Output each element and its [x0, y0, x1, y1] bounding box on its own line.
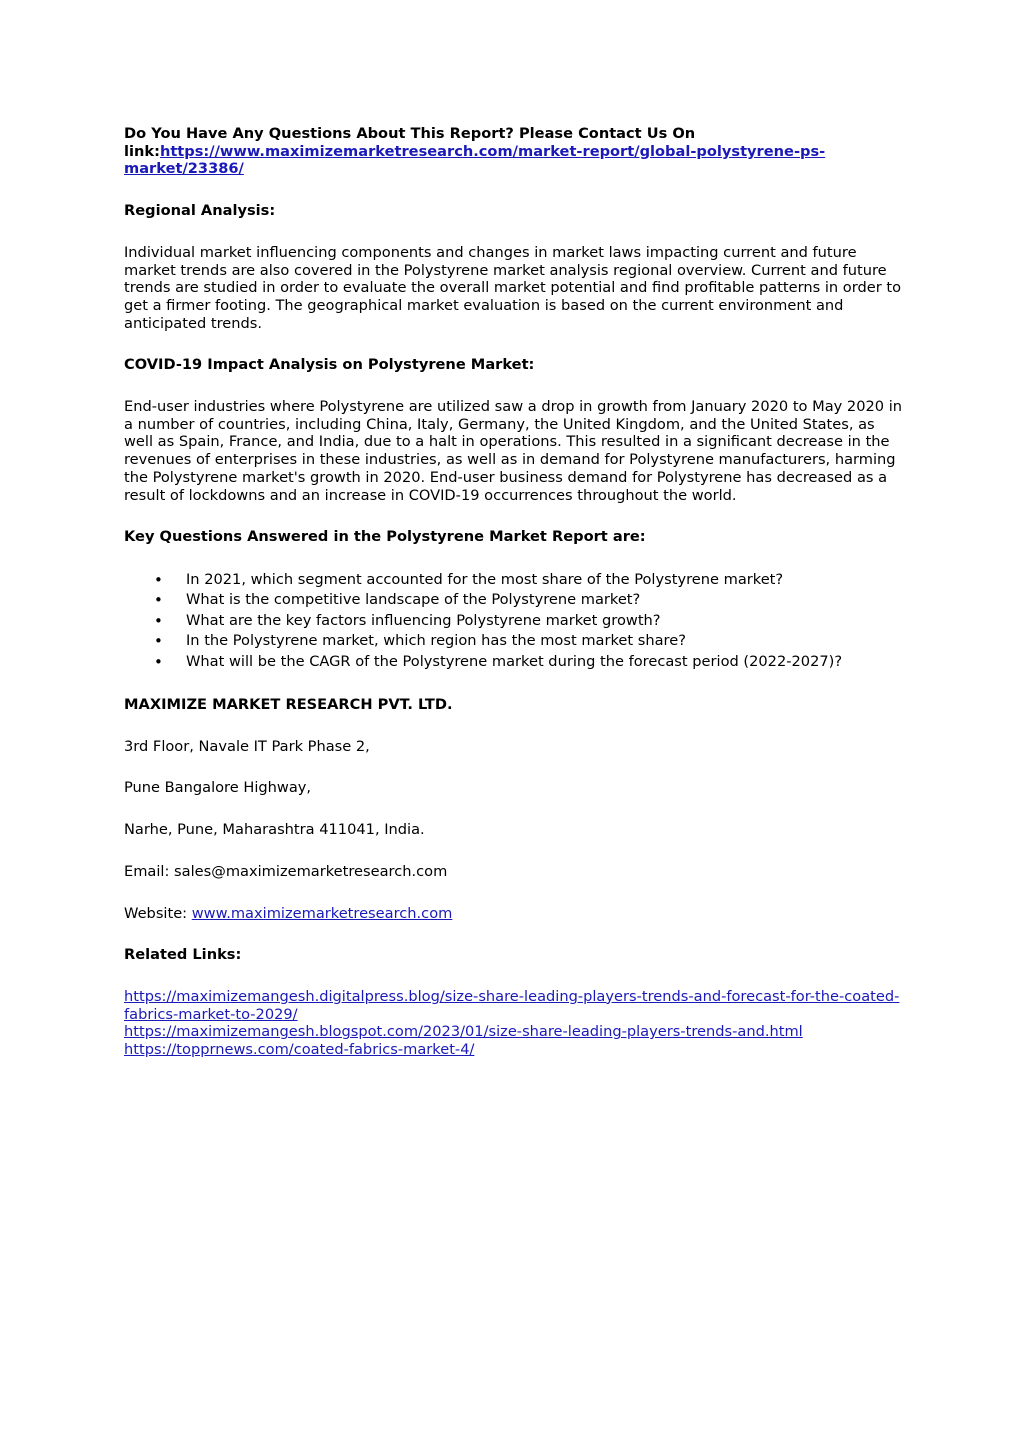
- address-line-2: Pune Bangalore Highway,: [124, 779, 312, 797]
- bullet-icon: •: [154, 591, 163, 610]
- contact-paragraph: [124, 125, 904, 178]
- regional-analysis-body: Individual market influencing components and changes in market laws impacting current and future market trends are also covered in the Polystyrene market analysis regional overview. Current and future trends are studied in order to evaluate the overall market potential and find profitable patterns in order to get a firmer footing. The geographical market evaluation is based on the current environment and anticipated trends.: [124, 243, 902, 332]
- website-label: Website:: [124, 904, 192, 922]
- list-item-text: In 2021, which segment accounted for the most share of the Polystyrene market?: [186, 570, 784, 588]
- website-link[interactable]: www.maximizemarketresearch.com: [191, 904, 453, 922]
- list-item: [124, 611, 904, 631]
- bullet-icon: •: [154, 652, 163, 671]
- regional-analysis-heading: Regional Analysis:: [124, 202, 276, 220]
- website-line: [124, 905, 904, 923]
- bullet-icon: •: [154, 611, 163, 630]
- list-item: [124, 570, 904, 590]
- key-questions-list: [124, 570, 904, 672]
- list-item: [124, 631, 904, 651]
- document-page: [124, 116, 904, 1059]
- email-line: Email: sales@maximizemarketresearch.com: [124, 862, 448, 880]
- list-item-text: What are the key factors influencing Polystyrene market growth?: [186, 611, 661, 629]
- related-links-heading: Related Links:: [124, 946, 242, 964]
- related-link-topprnews[interactable]: https://topprnews.com/coated-fabrics-market-4/: [124, 1041, 475, 1059]
- related-link-digitalpress[interactable]: https://maximizemangesh.digitalpress.blog/size-share-leading-players-trends-and-forecast-for-the-coated-fabrics-market-to-2029/: [124, 987, 900, 1023]
- report-link[interactable]: https://www.maximizemarketresearch.com/market-report/global-polystyrene-ps-market/23386/: [124, 142, 826, 178]
- list-item-text: What is the competitive landscape of the Polystyrene market?: [186, 591, 641, 609]
- bullet-icon: •: [154, 570, 163, 589]
- related-links-list: [124, 988, 904, 1059]
- contact-prefix: Do You Have Any Questions About This Report? Please Contact Us On link:: [124, 125, 696, 160]
- bullet-icon: •: [154, 632, 163, 651]
- address-line-3: Narhe, Pune, Maharashtra 411041, India.: [124, 821, 425, 839]
- list-item-text: What will be the CAGR of the Polystyrene market during the forecast period (2022-2027)?: [186, 652, 843, 670]
- address-line-1: 3rd Floor, Navale IT Park Phase 2,: [124, 737, 370, 755]
- list-item-text: In the Polystyrene market, which region has the most market share?: [186, 632, 686, 650]
- key-questions-heading: Key Questions Answered in the Polystyrene Market Report are:: [124, 528, 646, 546]
- covid-impact-heading: COVID-19 Impact Analysis on Polystyrene Market:: [124, 356, 535, 374]
- list-item: [124, 652, 904, 672]
- list-item: [124, 590, 904, 610]
- covid-impact-body: End-user industries where Polystyrene are utilized saw a drop in growth from January 2020 to May 2020 in a number of countries, including China, Italy, Germany, the United Kingdom, and the United States, as well as Spain, France, and India, due to a halt in operations. This resulted in a significant decrease in the revenues of enterprises in these industries, as well as in demand for Polystyrene manufacturers, harming the Polystyrene market's growth in 2020. End-user business demand for Polystyrene has decreased as a result of lockdowns and an increase in COVID-19 occurrences throughout the world.: [124, 398, 903, 504]
- company-name: MAXIMIZE MARKET RESEARCH PVT. LTD.: [124, 695, 453, 713]
- related-link-blogspot[interactable]: https://maximizemangesh.blogspot.com/2023/01/size-share-leading-players-trends-and.html: [124, 1023, 803, 1041]
